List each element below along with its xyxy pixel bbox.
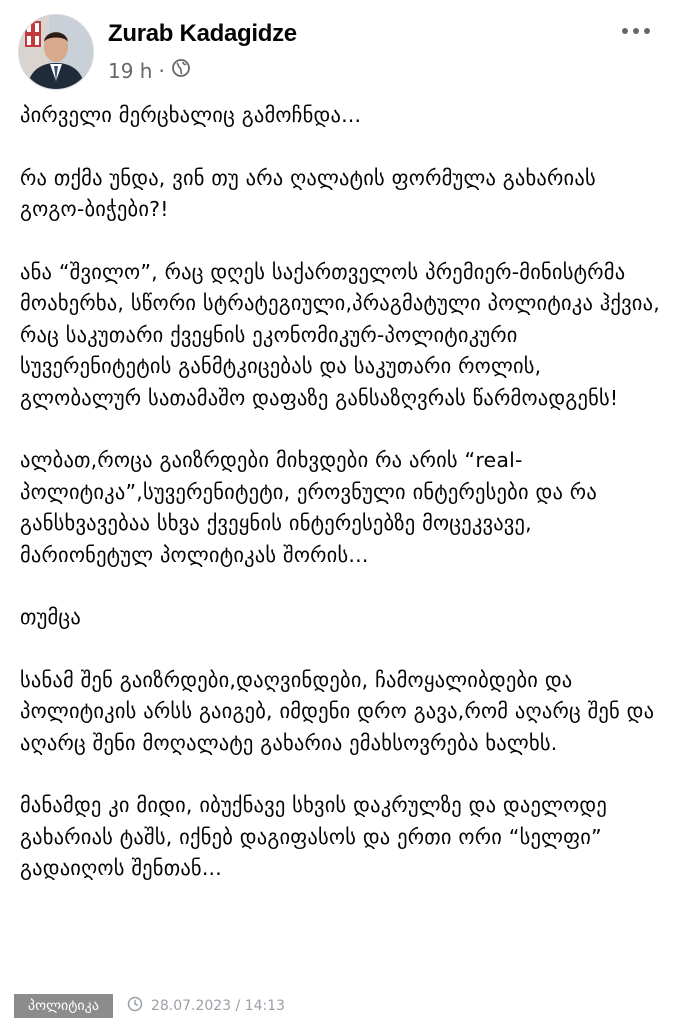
post-body [20,100,666,885]
article-footer [0,988,680,1024]
post-paragraph: რა თქმა უნდა, ვინ თუ არა ღალატის ფორმულა გახარიას გოგო-ბიჭები?! [20,165,596,221]
author-avatar[interactable] [18,14,94,90]
clock-icon [127,996,143,1016]
meta-separator: · [158,58,165,83]
post-paragraph: ანა “შვილო”, რაც დღეს საქართველოს პრემიერ-მინისტრმა მოახერხა, სწორი სტრატეგიული,პრაგმატული პოლიტიკა ჰქვია, რაც საკუთარი ქვეყნის ეკონომიკურ-პოლიტიკური სუვერენიტეტის განმტკიცებას და საკუთარი როლის, გლობალურ სათამაშო დაფაზე განსაზღვრას წარმოადგენს! [20,259,660,410]
post-meta [108,58,191,83]
post-header [18,14,662,94]
category-tag[interactable]: პოლიტიკა [14,994,113,1018]
more-options-icon [622,28,628,34]
post-time[interactable]: 19 h [108,58,153,83]
post-paragraph: თუმცა [20,605,81,629]
post-paragraph: პირველი მერცხალიც გამოჩნდა... [20,103,362,127]
post-paragraph: მანამდე კი მიდი, იბუქნავე სხვის დაკრულზე და დაელოდე გახარიას ტაშს, იქნებ დაგიფასოს და ერთი ორი “სელფი” გადაიღოს შენთან... [20,793,607,880]
more-options-button[interactable] [616,22,656,40]
publish-date-text: 28.07.2023 / 14:13 [150,998,286,1014]
avatar-image [19,15,93,89]
post-paragraph: სანამ შენ გაიზრდები,დაღვინდები, ჩამოყალიბდები და პოლიტიკის არსს გაიგებ, იმდენი დრო გავა,რომ აღარც შენ და აღარც შენი მოღალატე გახარია ემახსოვრება ხალხს. [20,667,655,755]
author-name[interactable]: Zurab Kadagidze [108,20,297,47]
post-paragraph: ალბათ,როცა გაიზრდები მიხვდები რა არის “real-პოლიტიკა”,სუვერენიტეტი, ეროვნული ინტერესები და რა განსხვავებაა სხვა ქვეყნის ინტერესებზე მოცეკვავე, მარიონეტულ პოლიტიკას შორის... [20,448,597,567]
publish-date [127,996,285,1016]
globe-icon [171,58,191,83]
